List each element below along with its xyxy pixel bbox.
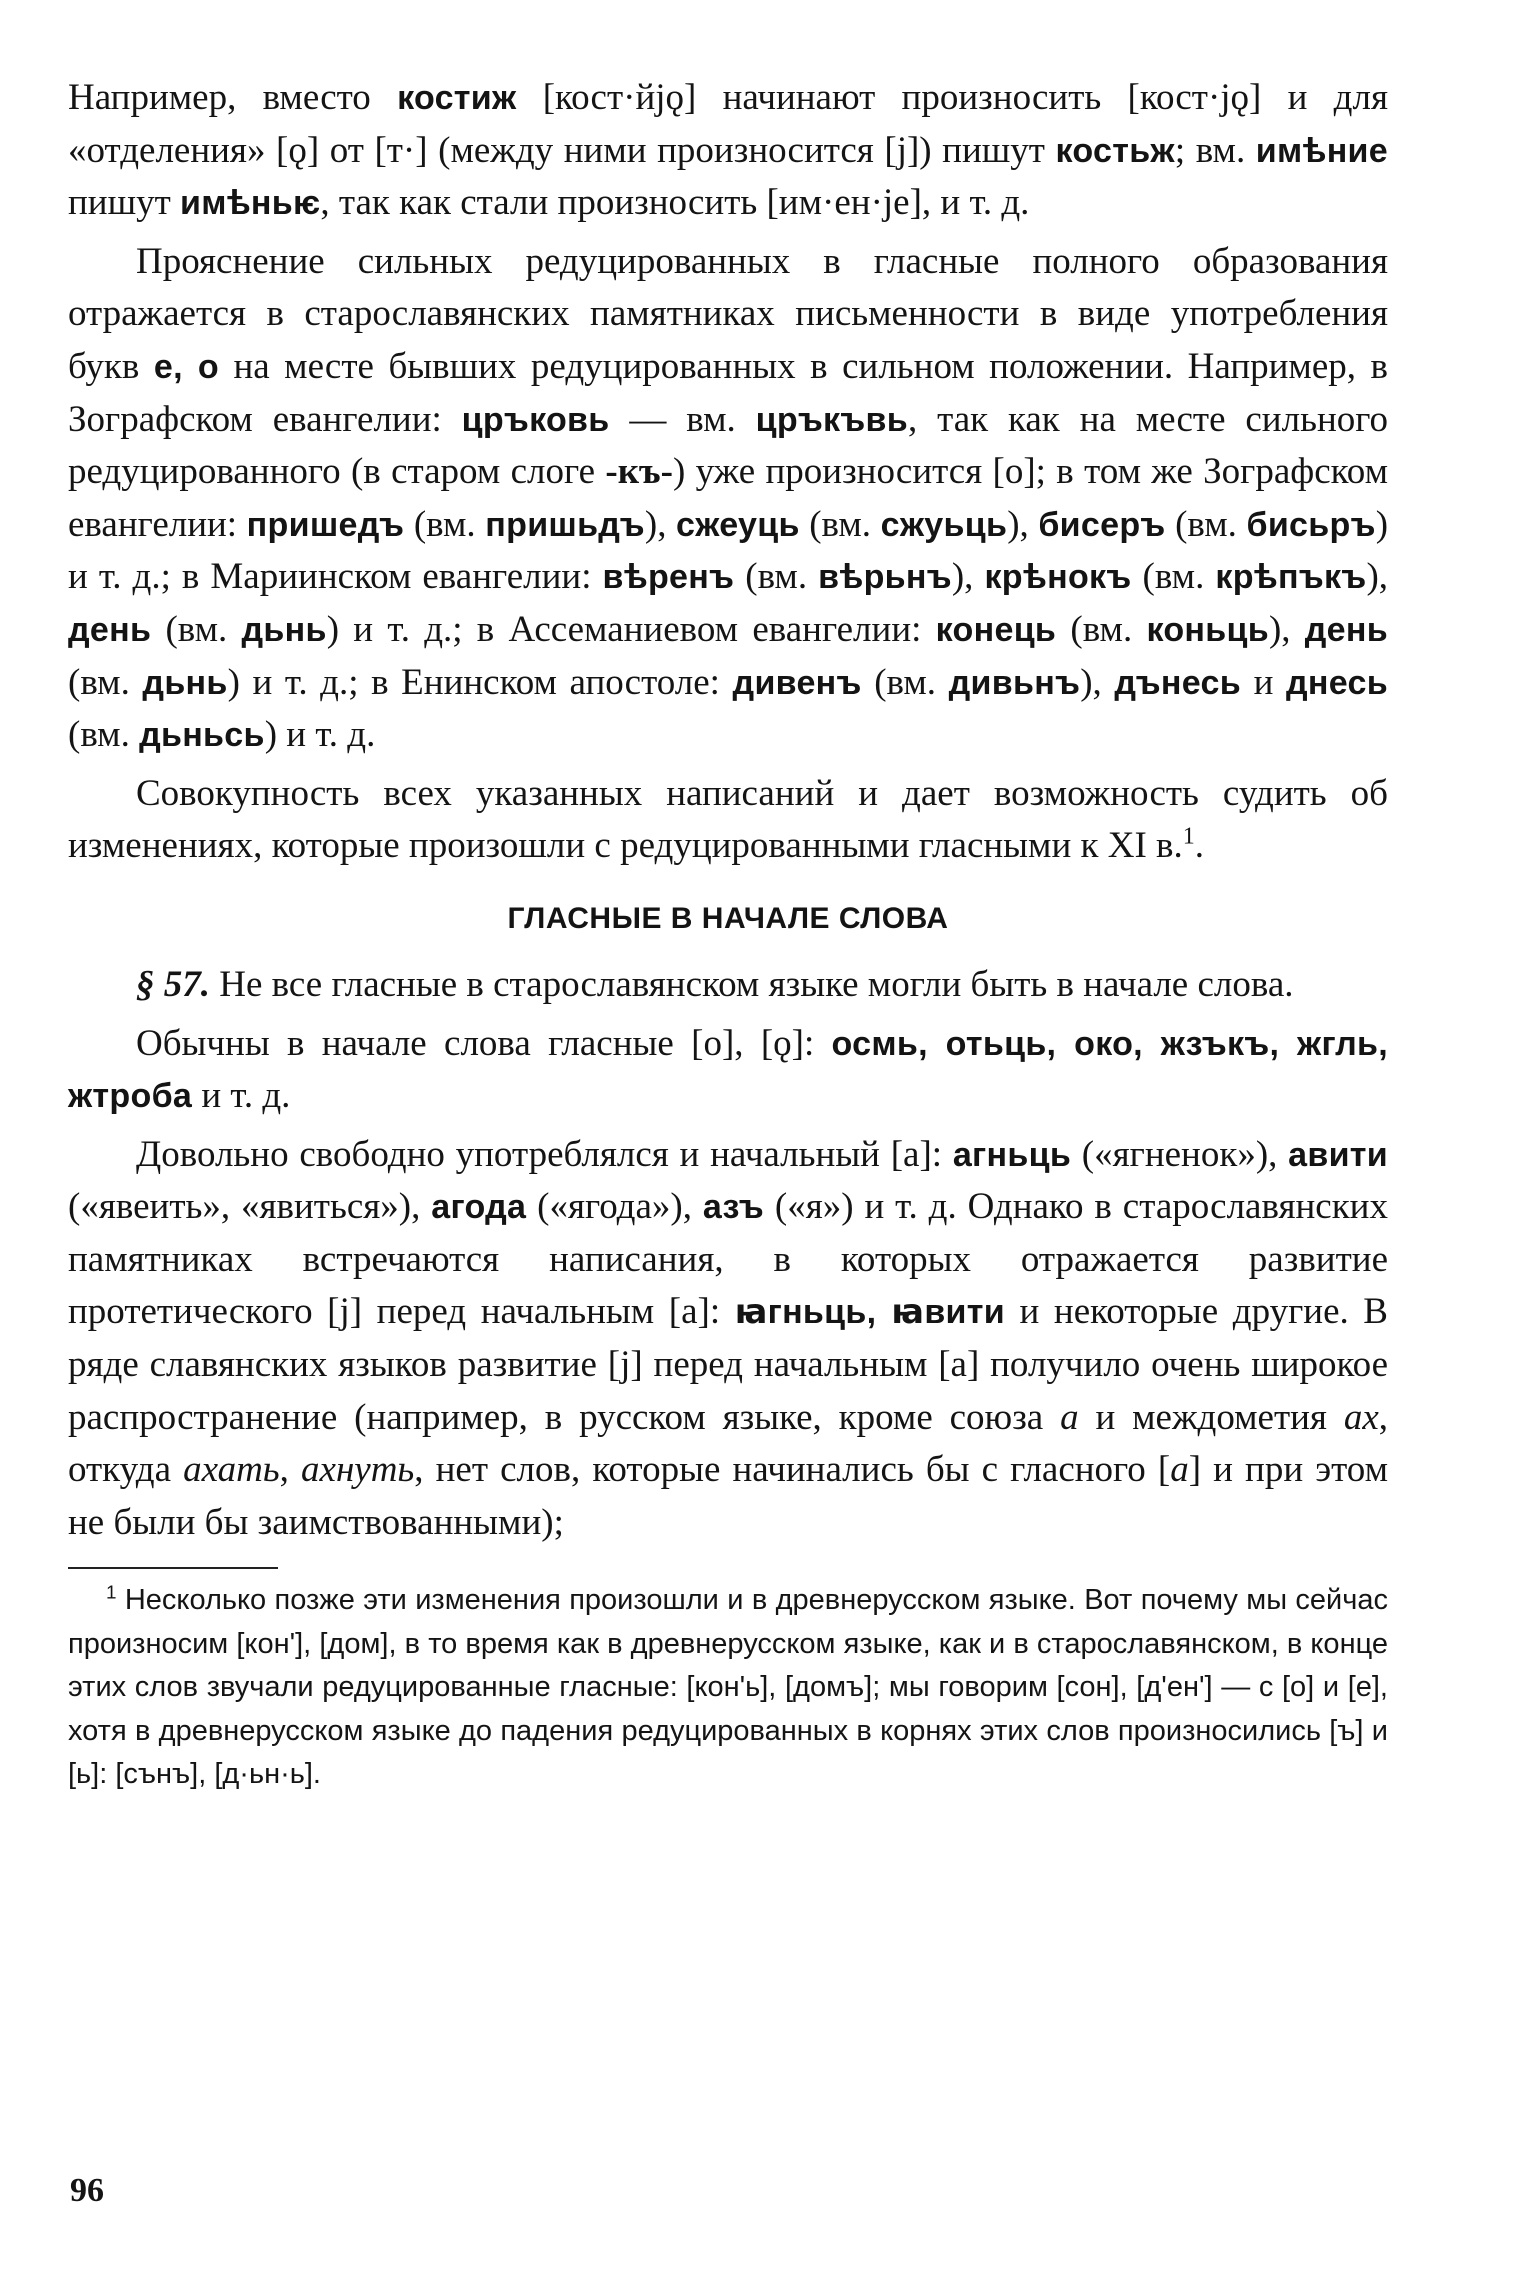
old-slavonic-word: сжуьць bbox=[880, 505, 1008, 544]
old-slavonic-word: агода bbox=[431, 1188, 527, 1227]
text: ), bbox=[951, 556, 985, 598]
paragraph-1 bbox=[68, 72, 1388, 230]
old-slavonic-word: дивенъ bbox=[732, 663, 862, 702]
old-slavonic-word: е, о bbox=[153, 347, 219, 386]
text: ) и т. д. bbox=[264, 714, 376, 756]
old-slavonic-word: имѣньѥ bbox=[180, 184, 321, 223]
text: (вм. bbox=[1165, 503, 1247, 545]
old-slavonic-word: дьньсь bbox=[139, 716, 265, 755]
text: Довольно свободно употреблялся и начальный [а]: bbox=[136, 1133, 953, 1175]
old-slavonic-word: авити bbox=[1288, 1135, 1388, 1174]
text: ) и т. д.; в Ассеманиевом евангелии: bbox=[326, 608, 936, 650]
paragraph-2 bbox=[68, 236, 1388, 762]
text: Прояснение сильных редуцированных в гласные полного образования отражается в старославянских памятниках письменности в виде употребления букв bbox=[68, 240, 1388, 387]
paragraph-6 bbox=[68, 1129, 1388, 1550]
text: на месте бывших редуцированных в сильном положении. Например, в Зографском евангелии: bbox=[68, 345, 1388, 440]
old-slavonic-word: днесь bbox=[1286, 663, 1388, 702]
old-slavonic-word: день bbox=[68, 610, 152, 649]
old-slavonic-word: конець bbox=[935, 610, 1057, 649]
text: и междометия bbox=[1078, 1396, 1344, 1438]
old-slavonic-word: костиж bbox=[397, 79, 517, 117]
footnote bbox=[68, 1579, 1388, 1797]
text: ) и т. д.; в Енинском апостоле: bbox=[227, 661, 733, 703]
text: ), bbox=[1080, 661, 1115, 703]
text: («явеить», «явиться»), bbox=[68, 1186, 432, 1228]
text: , так как на месте сильного редуцированного (в старом слоге bbox=[68, 398, 1389, 493]
old-slavonic-word: ꙗгньць, ꙗвити bbox=[734, 1293, 1005, 1332]
old-slavonic-word: вѣренъ bbox=[602, 558, 735, 597]
old-slavonic-word: костьж bbox=[1055, 131, 1175, 170]
old-slavonic-word: бисьръ bbox=[1246, 505, 1376, 544]
old-slavonic-word: осмь, отьць, око, жзъкъ, жгль, жтроба bbox=[68, 1024, 1388, 1116]
text: и bbox=[1241, 661, 1287, 703]
text: ) уже произносится [о]; в том же Зографском евангелии: bbox=[68, 451, 1388, 545]
text: (вм. bbox=[1131, 556, 1216, 598]
old-slavonic-word: крѣнокъ bbox=[984, 558, 1132, 597]
text: (вм. bbox=[1056, 608, 1147, 650]
text: ] и при этом не были бы заимствованными); bbox=[68, 1449, 1389, 1543]
old-slavonic-word: цръкъвь bbox=[755, 400, 908, 439]
text: Не все гласные в старославянском языке могли быть в начале слова. bbox=[210, 963, 1294, 1005]
section-heading: ГЛАСНЫЕ В НАЧАЛЕ СЛОВА bbox=[507, 901, 949, 935]
old-slavonic-word: день bbox=[1304, 610, 1388, 649]
old-slavonic-word: агньць bbox=[952, 1135, 1072, 1174]
text: [кост·йjǫ] начинают произносить [кост·jǫ] и для «отделения» [ǫ] от [т·] (между ними произносится [j]) пишут bbox=[68, 77, 1388, 171]
paragraph-5 bbox=[68, 1018, 1388, 1123]
italic-word: а bbox=[1060, 1396, 1079, 1438]
footnote-text: Несколько позже эти изменения произошли и в древнерусском языке. Вот почему мы сейчас произносим [кон'], [дом], в то время как в древнерусском языке, как и в старославянском, в конце этих слов звучали редуцированные гласные: [кон'ь], [домъ]; мы говорим [сон], [д'ен'] — с [о] и [е], хотя в древнерусском языке до падения редуцированных в корнях этих слов произносились [ъ] и [ь]: [сънъ], [д·ьн·ь]. bbox=[68, 1584, 1388, 1791]
syllable: -къ- bbox=[605, 451, 673, 493]
old-slavonic-word: азъ bbox=[702, 1188, 765, 1227]
text: Обычны в начале слова гласные [о], [ǫ]: bbox=[136, 1022, 832, 1064]
old-slavonic-word: имѣние bbox=[1255, 131, 1388, 170]
old-slavonic-word: дьнь bbox=[142, 663, 228, 702]
paragraph-4 bbox=[68, 959, 1388, 1012]
text: ), bbox=[1007, 503, 1039, 545]
old-slavonic-word: коньць bbox=[1146, 610, 1269, 649]
page-number: 96 bbox=[70, 2172, 104, 2209]
italic-word: а bbox=[1170, 1449, 1189, 1491]
text: (вм. bbox=[404, 503, 486, 545]
text: (вм. bbox=[799, 503, 881, 545]
old-slavonic-word: цръковь bbox=[461, 400, 610, 439]
italic-word: ахать bbox=[183, 1449, 280, 1491]
footnote-reference[interactable]: 1 bbox=[1182, 823, 1195, 850]
text: ) и т. д.; в Мариинском евангелии: bbox=[68, 503, 1389, 598]
text: , откуда bbox=[68, 1396, 1388, 1491]
text: ), bbox=[1268, 608, 1305, 650]
text: и т. д. bbox=[192, 1075, 291, 1117]
footnote-marker: 1 bbox=[106, 1581, 117, 1603]
text: . bbox=[1194, 825, 1205, 867]
text: пишут bbox=[68, 182, 181, 224]
italic-word: ах bbox=[1343, 1396, 1379, 1438]
old-slavonic-word: пришьдъ bbox=[485, 505, 645, 544]
old-slavonic-word: дьнь bbox=[241, 610, 327, 649]
section-number: § 57. bbox=[136, 963, 210, 1005]
text: (вм. bbox=[734, 556, 819, 598]
text: , нет слов, которые начинались бы с гласного [ bbox=[414, 1449, 1171, 1491]
text: , так как стали произносить [им·ен·je], и т. д. bbox=[320, 182, 1030, 224]
italic-word: ахнуть bbox=[301, 1449, 415, 1491]
text: ), bbox=[644, 503, 677, 545]
old-slavonic-word: вѣрьнъ bbox=[818, 558, 952, 597]
text: (вм. bbox=[68, 714, 140, 756]
text: ; вм. bbox=[1174, 129, 1256, 171]
text: ), bbox=[1366, 556, 1389, 598]
text: — вм. bbox=[609, 398, 756, 440]
text: Совокупность всех указанных написаний и дает возможность судить об изменениях, которые произошли с редуцированными гласными к XI в. bbox=[68, 772, 1388, 867]
text: и некоторые другие. В ряде славянских языков развитие [j] перед начальным [а] получило очень широкое распространение (например, в русском языке, кроме союза bbox=[68, 1291, 1388, 1438]
page-content bbox=[68, 72, 1388, 1797]
old-slavonic-word: пришедъ bbox=[246, 505, 405, 544]
old-slavonic-word: сжеуць bbox=[676, 505, 800, 544]
old-slavonic-word: дънесь bbox=[1114, 663, 1242, 702]
text: (вм. bbox=[68, 661, 143, 703]
paragraph-3 bbox=[68, 768, 1388, 873]
text: («ягода»), bbox=[526, 1186, 703, 1228]
text: («ягненок»), bbox=[1071, 1133, 1289, 1175]
text: Например, вместо bbox=[68, 77, 398, 118]
text: («я») и т. д. Однако в старославянских памятниках встречаются написания, в которых отражается развитие протетического [j] перед начальным [а]: bbox=[68, 1186, 1388, 1333]
text: , bbox=[279, 1449, 302, 1491]
old-slavonic-word: дивьнъ bbox=[948, 663, 1081, 702]
text: (вм. bbox=[151, 608, 242, 650]
old-slavonic-word: бисеръ bbox=[1038, 505, 1166, 544]
text: (вм. bbox=[861, 661, 949, 703]
old-slavonic-word: крѣпъкъ bbox=[1215, 558, 1367, 597]
footnote-divider bbox=[68, 1567, 278, 1569]
